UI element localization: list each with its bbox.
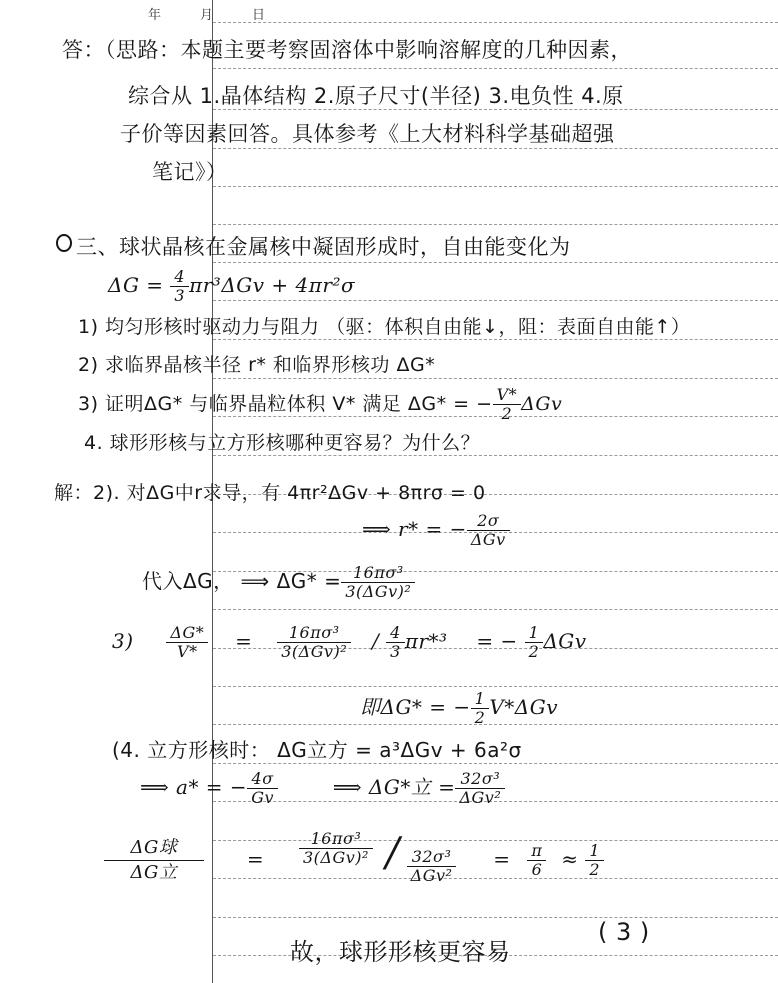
solution-a-star: ⟹ a* = − $\frac{4\sigma}{Gv}$ ⟹ ΔG*立 = $\frac{\text{32σ³}}{\text{ΔGv²}}$ [140,770,505,807]
answer-line-4: 笔记》） [152,160,228,184]
solution-ratio: $\frac{\text{ΔG球}}{\text{ΔG立}}$ = $\frac{\text{16πσ³}}{\text{3(ΔGv)²}}$ / $\frac{\text{32σ³}}{\text{ΔGv²}}$ = $\frac{\pi}{6}$ ≈ $\frac{1}{2}$ [104,830,604,885]
ruled-line [213,378,778,379]
ruled-line [213,148,778,149]
header-day: 日 [252,8,266,23]
conclusion: 故，球形形核更容易 [290,938,511,966]
solution-line-1: 解：2). 对ΔG中r求导，有 4πr²ΔGv + 8πrσ = 0 [54,482,486,504]
solution-part3-result: 即ΔG* = − $\frac{1}{2}$ V*ΔGv [360,689,559,727]
header-month: 月 [200,8,214,23]
ruled-line [213,917,778,918]
question-title: 三、球状晶核在金属核中凝固形成时，自由能变化为 [76,235,571,259]
solution-r-star: ⟹ r* = − $\frac{2\sigma}{\text{ΔGv}}$ [362,512,510,549]
answer-line-1: 答：（思路：本题主要考察固溶体中影响溶解度的几种因素， [62,38,632,62]
question-item-1: 1) 均匀形核时驱动力与阻力 （驱：体积自由能↓，阻：表面自由能↑） [78,316,691,338]
page-number: ( 3 ) [598,918,650,946]
solution-dG-star: 代入ΔG， ⟹ ΔG* = $\frac{\text{16πσ³}}{\text{3(ΔGv)²}}$ [142,564,415,601]
question-item-4: 4. 球形形核与立方形核哪种更容易？为什么？ [84,432,481,454]
ruled-line [213,609,778,610]
answer-line-2: 综合从 1.晶体结构 2.原子尺寸(半径) 3.电负性 4.原 [128,84,624,108]
ruled-line [213,339,778,340]
ruled-line [213,686,778,687]
header-year: 年 [148,8,162,23]
solution-part3: 3) $\frac{\Delta G*}{V*}$ = $\frac{\text{16πσ³}}{\text{3(ΔGv)²}}$ / $\frac{4}{3}$ πr*³ = − $\frac{1}{2}$ ΔGv [112,623,587,661]
question-item-2: 2) 求临界晶核半径 r* 和临界形核功 ΔG* [78,354,436,376]
ruled-line [213,224,778,225]
question-item-3: 3) 证明ΔG* 与临界晶粒体积 V* 满足 ΔG* = − $\frac{V*}{2}$ ΔGv [78,385,563,423]
ruled-line [213,186,778,187]
solution-part4-line: (4. 立方形核时： ΔG立方 = a³ΔGv + 6a²σ [112,738,522,762]
ruled-line [213,763,778,764]
circled-mark-icon [56,234,72,252]
ruled-line [213,22,778,23]
ruled-line [213,68,778,69]
ruled-line [213,262,778,263]
answer-line-3: 子价等因素回答。具体参考《上大材料科学基础超强 [120,122,615,146]
question-formula: ΔG = $\frac{4}{3}$ πr³ΔGv + 4πr²σ [108,267,356,305]
ruled-line [213,455,778,456]
